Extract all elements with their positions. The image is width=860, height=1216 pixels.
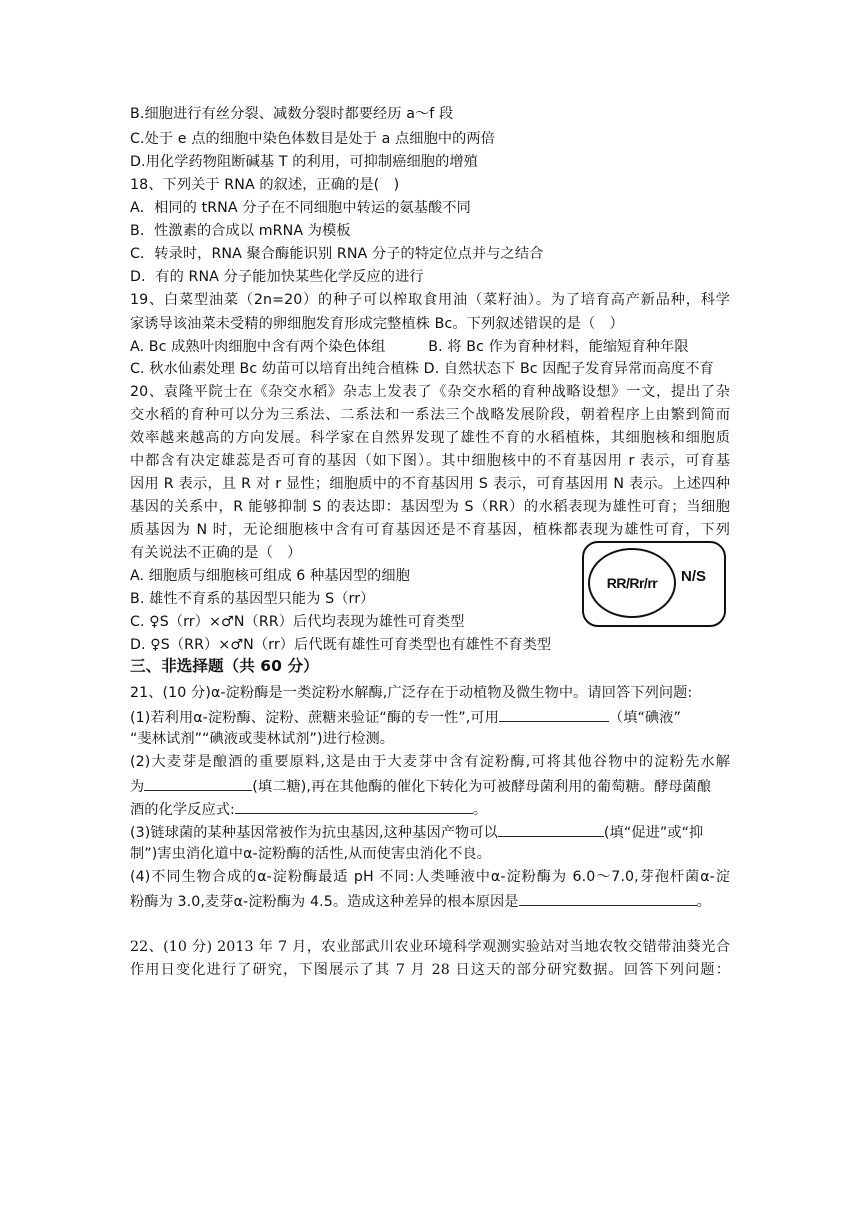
q21-part2-text-b: (填二糖),再在其他酶的催化下转化为可被酵母菌利用的葡萄糖。酵母菌酿 xyxy=(252,779,712,795)
q18-option-b: B．性激素的合成以 mRNA 为模板 xyxy=(130,223,351,239)
q17-option-d: D.用化学药物阻断碱基 T 的利用，可抑制癌细胞的增殖 xyxy=(130,154,478,170)
question-20-stem-line5: 因用 R 表示，且 R 对 r 显性；细胞质中的不育基因用 S 表示，可育基因用 N 表示。上述四种 xyxy=(130,476,730,492)
q21-blank-1[interactable] xyxy=(499,706,609,722)
q18-option-c: C．转录时，RNA 聚合酶能识别 RNA 分子的特定位点并与之结合 xyxy=(130,246,544,262)
q21-part2-line1: (2)大麦芽是酿酒的重要原料,这是由于大麦芽中含有淀粉酶,可将其他谷物中的淀粉先水解 xyxy=(130,754,730,770)
q19-options-ab: A. Bc 成熟叶肉细胞中含有两个染色体组 B. 将 Bc 作为育种材料，能缩短育种年限 xyxy=(130,339,689,355)
q21-part1-text-b: （填“碘液” xyxy=(608,710,681,726)
q21-part2-line3 xyxy=(130,798,487,820)
q21-blank-2[interactable] xyxy=(144,775,252,791)
q20-option-a: A. 细胞质与细胞核可组成 6 种基因型的细胞 xyxy=(130,568,411,584)
question-22-stem-line2: 作用日变化进行了研究，下图展示了其 7 月 28 日这天的部分研究数据。回答下列问题： xyxy=(130,962,730,978)
q21-part3-line1 xyxy=(130,821,703,843)
q21-part2-text-c: 酒的化学反应式: xyxy=(130,802,235,818)
question-18-stem: 18、下列关于 RNA 的叙述，正确的是( ) xyxy=(130,177,400,193)
q21-part1-line1 xyxy=(130,706,681,728)
question-19-stem-line1: 19、白菜型油菜（2n=20）的种子可以榨取食用油（菜籽油）。为了培育高产新品种，科学 xyxy=(130,292,730,308)
question-19-stem-line2: 家诱导该油菜未受精的卵细胞发育形成完整植株 Bc。下列叙述错误的是（ ） xyxy=(130,316,624,332)
question-20-stem-line6: 基因的关系中，R 能够抑制 S 的表达即：基因型为 S（RR）的水稻表现为雄性可育；当细胞 xyxy=(130,499,730,515)
nucleus-ellipse xyxy=(588,548,676,618)
q21-part2-text-a: 为 xyxy=(130,779,145,795)
q21-part4-line2 xyxy=(130,890,711,912)
question-20-stem-line2: 交水稻的育种可以分为三系法、二系法和一系法三个战略发展阶段，朝着程序上由繁到简而 xyxy=(130,407,730,423)
cell-genotype-figure xyxy=(582,541,726,627)
question-20-stem-line3: 效率越来越高的方向发展。科学家在自然界发现了雄性不育的水稻植株，其细胞核和细胞质 xyxy=(130,430,730,446)
q21-part2-line2 xyxy=(130,775,711,797)
q20-option-b: B. 雄性不育系的基因型只能为 S（rr） xyxy=(130,591,375,607)
q20-option-d: D. ♀S（RR）×♂N（rr）后代既有雄性可育类型也有雄性不育类型 xyxy=(130,637,552,653)
section-three-heading: 三、非选择题（共 60 分） xyxy=(130,657,319,675)
question-22-stem-line1: 22、(10 分) 2013 年 7 月，农业部武川农业环境科学观测实验站对当地农牧交错带油葵光合 xyxy=(130,939,730,955)
q18-option-a: A．相同的 tRNA 分子在不同细胞中转运的氨基酸不同 xyxy=(130,200,471,216)
q21-part1-text-a: (1)若利用α-淀粉酶、淀粉、蔗糖来验证“酶的专一性”,可用 xyxy=(130,710,499,726)
q19-options-cd: C. 秋水仙素处理 Bc 幼苗可以培育出纯合植株 D. 自然状态下 Bc 因配子发育异常而高度不育 xyxy=(130,361,714,377)
q21-part2-text-d: 。 xyxy=(472,802,488,818)
question-20-stem-line7: 质基因为 N 时，无论细胞核中含有可育基因还是不育基因，植株都表现为雄性可育，下列 xyxy=(130,522,730,538)
nucleus-genotype-label: RR/Rr/rr xyxy=(606,575,658,591)
question-20-stem-line4: 中都含有决定雄蕊是否可育的基因（如下图）。其中细胞核中的不育基因用 r 表示，可育基 xyxy=(130,453,730,469)
question-20-stem-line8: 有关说法不正确的是（ ） xyxy=(130,545,302,561)
q20-option-c: C. ♀S（rr）×♂N（RR）后代均表现为雄性可育类型 xyxy=(130,614,465,630)
cytoplasm-genotype-label: N/S xyxy=(681,568,707,585)
q17-option-b: B.细胞进行有丝分裂、减数分裂时都要经历 a～f 段 xyxy=(130,106,454,122)
q21-part4-text-b: 。 xyxy=(696,894,711,910)
q21-part1-line2: “斐林试剂”“碘液或斐林试剂”)进行检测。 xyxy=(130,731,395,747)
q21-part3-text-b: (填“促进”或“抑 xyxy=(603,825,704,841)
question-21-stem: 21、(10 分)α-淀粉酶是一类淀粉水解酶,广泛存在于动植物及微生物中。请回答下列问题: xyxy=(130,685,693,701)
q21-part3-text-a: (3)链球菌的某种基因常被作为抗虫基因,这种基因产物可以 xyxy=(130,825,498,841)
question-20-stem-line1: 20、袁隆平院士在《杂交水稻》杂志上发表了《杂交水稻的育种战略设想》一文，提出了杂 xyxy=(130,384,730,400)
q21-blank-3[interactable] xyxy=(235,798,473,814)
q18-option-d: D．有的 RNA 分子能加快某些化学反应的进行 xyxy=(130,269,424,285)
q21-blank-5[interactable] xyxy=(519,890,697,906)
q17-option-c: C.处于 e 点的细胞中染色体数目是处于 a 点细胞中的两倍 xyxy=(130,131,496,147)
q21-part4-line1: (4)不同生物合成的α-淀粉酶最适 pH 不同:人类唾液中α-淀粉酶为 6.0～7.0,芽孢杆菌α-淀 xyxy=(130,869,730,885)
q21-part4-text-a: 粉酶为 3.0,麦芽α-淀粉酶为 4.5。造成这种差异的根本原因是 xyxy=(130,894,519,910)
q21-part3-line2: 制”)害虫消化道中α-淀粉酶的活性,从而使害虫消化不良。 xyxy=(130,846,491,862)
q21-blank-4[interactable] xyxy=(498,821,604,837)
